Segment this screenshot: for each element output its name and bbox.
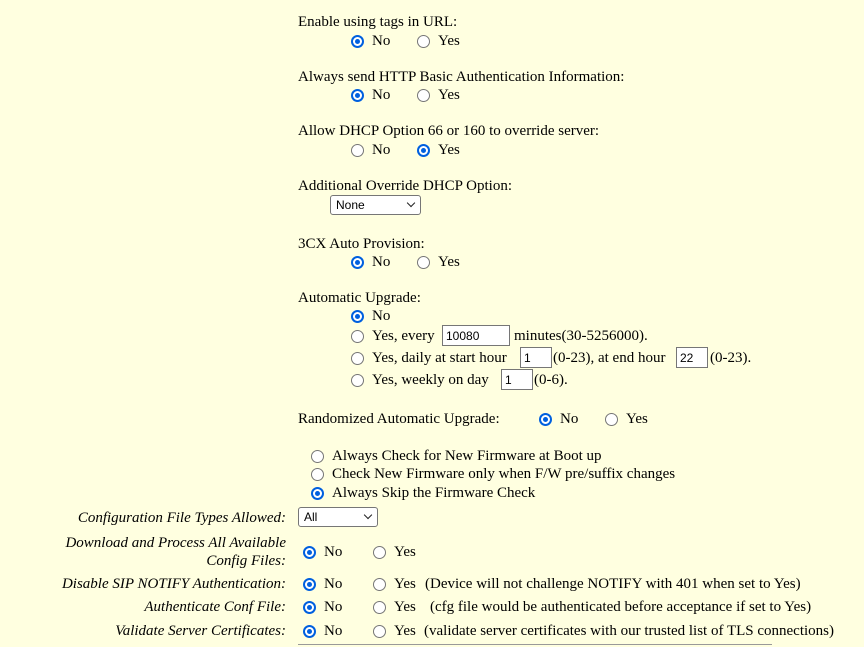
- auth-conf-note: (cfg file would be authenticated before acceptance if set to Yes): [430, 599, 812, 615]
- firmware-check-boot-radio[interactable]: [311, 450, 324, 463]
- chevron-down-icon: [407, 199, 415, 207]
- download-process-no-radio[interactable]: [303, 546, 316, 559]
- firmware-check-suffix-radio[interactable]: [311, 468, 324, 481]
- tags-url-yes-label: Yes: [438, 33, 460, 49]
- auto-provision-no-label: No: [372, 254, 391, 270]
- config-types-select[interactable]: [298, 507, 378, 527]
- additional-dhcp-value: None: [336, 198, 365, 212]
- config-types-value: All: [304, 510, 318, 524]
- upgrade-weekly-suffix: (0-6).: [534, 372, 568, 388]
- firmware-check-boot-label: Always Check for New Firmware at Boot up: [332, 448, 602, 464]
- upgrade-weekly-day-input[interactable]: 1: [501, 369, 533, 390]
- disable-notify-no-radio[interactable]: [303, 578, 316, 591]
- auto-provision-label: 3CX Auto Provision:: [298, 236, 425, 252]
- additional-dhcp-select[interactable]: [330, 195, 421, 215]
- randomized-upgrade-no-label: No: [560, 411, 579, 427]
- auto-upgrade-no-radio[interactable]: [351, 310, 364, 323]
- validate-certs-note: (validate server certificates with our trusted list of TLS connections): [424, 623, 835, 639]
- basic-auth-yes-label: Yes: [438, 87, 460, 103]
- disable-notify-yes-radio[interactable]: [373, 578, 386, 591]
- auto-provision-yes-label: Yes: [438, 254, 460, 270]
- firmware-check-skip-radio[interactable]: [311, 487, 324, 500]
- tags-url-no-radio[interactable]: [351, 35, 364, 48]
- basic-auth-no-radio[interactable]: [351, 89, 364, 102]
- upgrade-minutes-suffix: minutes(30-5256000).: [514, 328, 648, 344]
- validate-certs-no-label: No: [324, 623, 343, 639]
- basic-auth-yes-radio[interactable]: [417, 89, 430, 102]
- auto-upgrade-daily-label: Yes, daily at start hour: [372, 350, 507, 366]
- dhcp-override-yes-label: Yes: [438, 142, 460, 158]
- chevron-down-icon: [364, 511, 372, 519]
- additional-dhcp-label: Additional Override DHCP Option:: [298, 178, 513, 194]
- auto-upgrade-weekly-radio[interactable]: [351, 374, 364, 387]
- upgrade-end-hour-input[interactable]: 22: [676, 347, 708, 368]
- validate-certs-yes-radio[interactable]: [373, 625, 386, 638]
- validate-certs-label: Validate Server Certificates:: [115, 623, 286, 639]
- auth-conf-no-label: No: [324, 599, 343, 615]
- tags-url-yes-radio[interactable]: [417, 35, 430, 48]
- config-types-label: Configuration File Types Allowed:: [77, 510, 286, 526]
- tags-url-label: Enable using tags in URL:: [298, 14, 458, 30]
- disable-notify-note: (Device will not challenge NOTIFY with 401 when set to Yes): [425, 576, 801, 592]
- upgrade-daily-suffix: (0-23).: [710, 350, 752, 366]
- auto-upgrade-every-radio[interactable]: [351, 330, 364, 343]
- upgrade-minutes-input[interactable]: 10080: [442, 325, 510, 346]
- download-process-no-label: No: [324, 544, 343, 560]
- tags-url-no-label: No: [372, 33, 391, 49]
- randomized-upgrade-label: Randomized Automatic Upgrade:: [298, 411, 500, 427]
- validate-certs-no-radio[interactable]: [303, 625, 316, 638]
- disable-notify-no-label: No: [324, 576, 343, 592]
- disable-notify-label: Disable SIP NOTIFY Authentication:: [61, 576, 286, 592]
- auto-upgrade-no-label: No: [372, 308, 391, 324]
- auto-upgrade-weekly-label: Yes, weekly on day: [372, 372, 489, 388]
- upgrade-daily-mid-text: (0-23), at end hour: [553, 350, 666, 366]
- firmware-check-skip-label: Always Skip the Firmware Check: [332, 485, 536, 501]
- basic-auth-no-label: No: [372, 87, 391, 103]
- auto-upgrade-every-label: Yes, every: [372, 328, 435, 344]
- randomized-upgrade-yes-label: Yes: [626, 411, 648, 427]
- auth-conf-label: Authenticate Conf File:: [144, 599, 286, 615]
- auto-provision-no-radio[interactable]: [351, 256, 364, 269]
- auto-upgrade-daily-radio[interactable]: [351, 352, 364, 365]
- randomized-upgrade-no-radio[interactable]: [539, 413, 552, 426]
- bottom-divider: [298, 644, 772, 645]
- auth-conf-yes-radio[interactable]: [373, 601, 386, 614]
- basic-auth-label: Always send HTTP Basic Authentication Information:: [298, 69, 625, 85]
- auto-provision-yes-radio[interactable]: [417, 256, 430, 269]
- dhcp-override-label: Allow DHCP Option 66 or 160 to override server:: [298, 123, 600, 139]
- download-process-label-line2: Config Files:: [206, 553, 286, 569]
- upgrade-start-hour-input[interactable]: 1: [520, 347, 552, 368]
- download-process-label-line1: Download and Process All Available: [65, 535, 286, 551]
- validate-certs-yes-label: Yes: [394, 623, 416, 639]
- dhcp-override-no-label: No: [372, 142, 391, 158]
- firmware-check-suffix-label: Check New Firmware only when F/W pre/suffix changes: [332, 466, 676, 482]
- dhcp-override-no-radio[interactable]: [351, 144, 364, 157]
- auth-conf-no-radio[interactable]: [303, 601, 316, 614]
- dhcp-override-yes-radio[interactable]: [417, 144, 430, 157]
- disable-notify-yes-label: Yes: [394, 576, 416, 592]
- randomized-upgrade-yes-radio[interactable]: [605, 413, 618, 426]
- download-process-yes-label: Yes: [394, 544, 416, 560]
- auth-conf-yes-label: Yes: [394, 599, 416, 615]
- auto-upgrade-label: Automatic Upgrade:: [298, 290, 421, 306]
- download-process-yes-radio[interactable]: [373, 546, 386, 559]
